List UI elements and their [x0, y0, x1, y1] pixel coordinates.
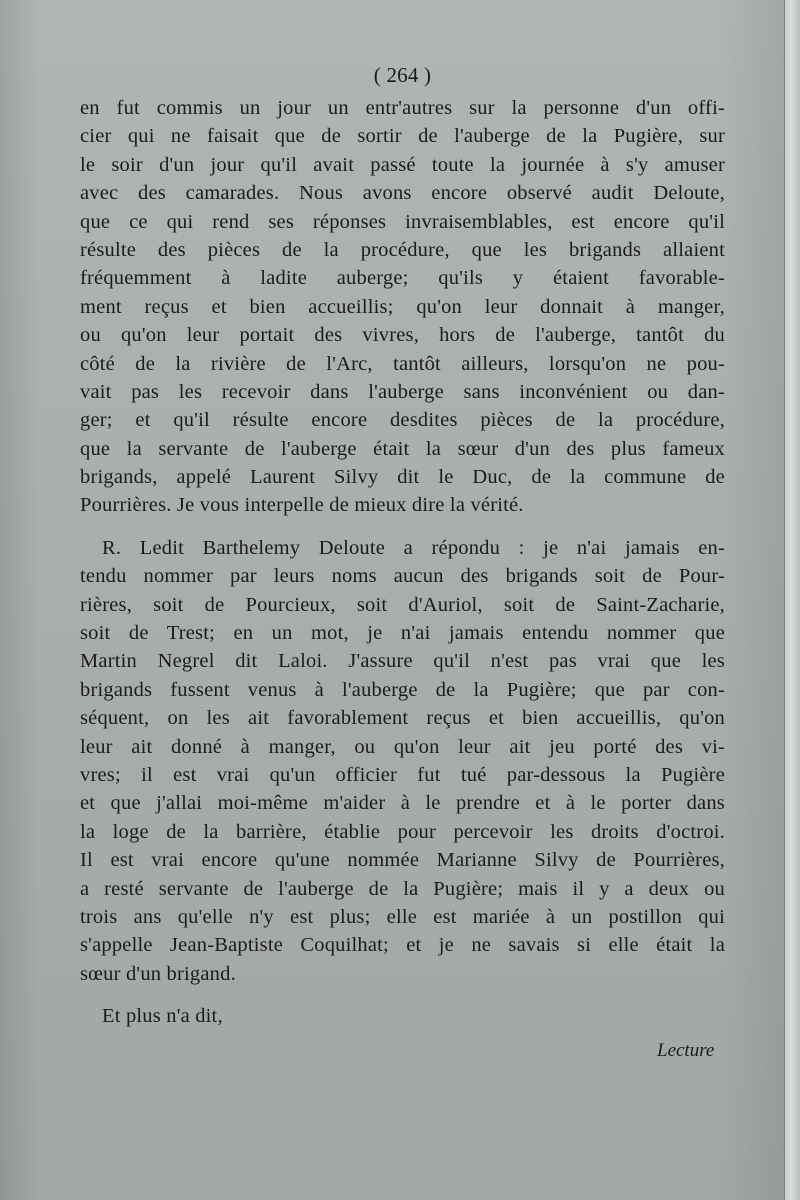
paragraph-response — [80, 534, 725, 988]
text-line: avec des camarades. Nous avons encore observé audit Deloute, — [80, 182, 725, 205]
text-line: que ce qui rend ses réponses invraisemblables, est encore qu'il — [80, 210, 725, 233]
page-edge — [784, 0, 800, 1200]
text-line: leur ait donné à manger, ou qu'on leur ait jeu porté des vi- — [80, 735, 725, 758]
text-line: Martin Negrel dit Laloi. J'assure qu'il n'est pas vrai que les — [80, 650, 725, 673]
text-line: Pourrières. Je vous interpelle de mieux dire la vérité. — [80, 494, 524, 517]
text-line: vres; il est vrai qu'un officier fut tué par-dessous la Pugière — [80, 763, 725, 786]
text-line: côté de la rivière de l'Arc, tantôt ailleurs, lorsqu'on ne pou- — [80, 352, 725, 375]
text-line: que la servante de l'auberge était la sœur d'un des plus fameux — [80, 437, 725, 460]
text-line: rières, soit de Pourcieux, soit d'Auriol, soit de Saint-Zacharie, — [80, 593, 725, 616]
text-line: résulte des pièces de la procédure, que les brigands allaient — [80, 238, 725, 261]
paragraph-closing — [80, 1002, 725, 1030]
text-line: Il est vrai encore qu'une nommée Marianne Silvy de Pourrières, — [80, 849, 725, 872]
text-line: ou qu'on leur portait des vivres, hors de l'auberge, tantôt du — [80, 324, 725, 347]
page-number: ( 264 ) — [373, 63, 432, 87]
text-line: a resté servante de l'auberge de la Pugière; mais il y a deux ou — [80, 877, 725, 900]
text-line: ger; et qu'il résulte encore desdites pièces de la procédure, — [80, 409, 725, 432]
text-line: brigands, appelé Laurent Silvy dit le Duc, de la commune de — [80, 466, 725, 489]
catchword: Lecture — [657, 1040, 715, 1061]
text-line: séquent, on les ait favorablement reçus et bien accueillis, qu'on — [80, 707, 725, 730]
paragraph-observation — [80, 94, 725, 520]
text-line: trois ans qu'elle n'y est plus; elle est mariée à un postillon qui — [80, 905, 725, 928]
text-line: s'appelle Jean-Baptiste Coquilhat; et je ne savais si elle était la — [80, 934, 725, 957]
page-text — [80, 58, 725, 1031]
text-line: vait pas les recevoir dans l'auberge sans inconvénient ou dan- — [80, 380, 725, 403]
text-line: R. Ledit Barthelemy Deloute a répondu : je n'ai jamais en- — [102, 536, 725, 559]
text-line: soit de Trest; en un mot, je n'ai jamais entendu nommer que — [80, 622, 725, 645]
paragraph-gap — [80, 520, 725, 534]
text-line: cier qui ne faisait que de sortir de l'auberge de la Pugière, sur — [80, 125, 725, 148]
text-line: le soir d'un jour qu'il avait passé toute la journée à s'y amuser — [80, 153, 725, 176]
text-line: Et plus n'a dit, — [102, 1005, 223, 1028]
text-line: brigands fussent venus à l'auberge de la Pugière; que par con- — [80, 678, 725, 701]
paragraph-gap — [80, 988, 725, 1002]
text-line: et que j'allai moi-même m'aider à le prendre et à le porter dans — [80, 792, 725, 815]
text-line: en fut commis un jour un entr'autres sur la personne d'un offi- — [80, 97, 725, 119]
text-line: ment reçus et bien accueillis; qu'on leur donnait à manger, — [80, 295, 725, 318]
text-line: fréquemment à ladite auberge; qu'ils y étaient favorable- — [80, 267, 725, 290]
text-line: tendu nommer par leurs noms aucun des brigands soit de Pour- — [80, 565, 725, 588]
text-line: sœur d'un brigand. — [80, 962, 236, 985]
text-line: la loge de la barrière, établie pour percevoir les droits d'octroi. — [80, 820, 725, 843]
